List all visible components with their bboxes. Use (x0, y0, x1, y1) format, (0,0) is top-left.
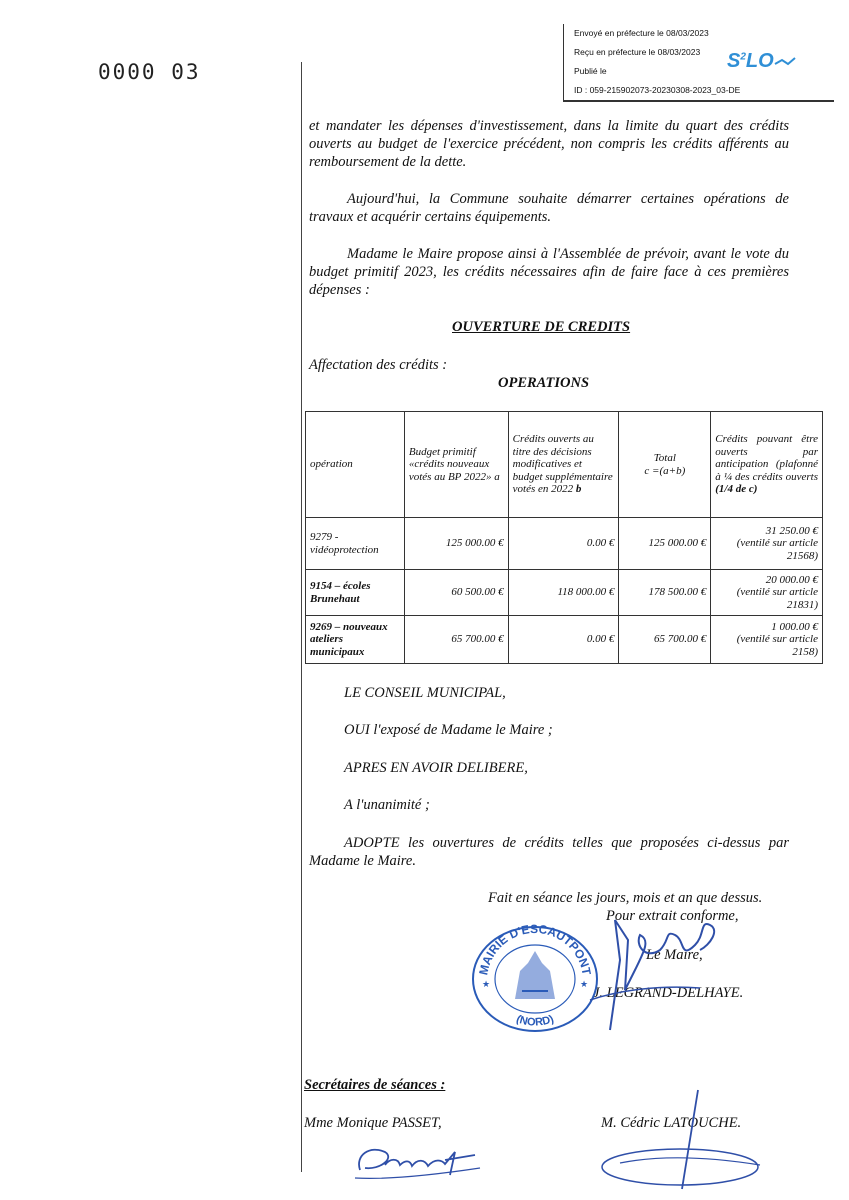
anticipation-amount: 1 000.00 € (771, 620, 818, 633)
section-title: OUVERTURE DE CREDITS (452, 319, 631, 335)
cell-anticipation (711, 518, 823, 570)
header-operation: opération (306, 412, 405, 518)
paragraph-credits-limit: et mandater les dépenses d'investissement, dans la limite du quart des crédits ouverts au budget de l'exercice précédent, non compris les crédits afférents au remboursement de la dette. (309, 118, 789, 170)
cell-anticipation (711, 570, 823, 616)
mayor-signature (580, 900, 730, 1040)
cell-budget: 65 700.00 € (404, 616, 508, 664)
cell-operation: 9269 – nouveaux ateliers municipaux (306, 616, 405, 664)
header-total (619, 412, 711, 518)
anticipation-amount: 20 000.00 € (765, 573, 818, 586)
affectation-label: Affectation des crédits : (309, 357, 448, 373)
cell-total: 65 700.00 € (619, 616, 711, 664)
margin-line (301, 62, 302, 1172)
cell-credits: 118 000.00 € (508, 570, 619, 616)
page-number: 0000 03 (98, 60, 201, 84)
header-total-formula: c =(a+b) (644, 464, 686, 477)
adopt-paragraph: ADOPTE les ouvertures de crédits telles que proposées ci-dessus par Madame le Maire. (309, 835, 789, 869)
extract-line: Pour extrait conforme, (606, 908, 739, 924)
cell-operation: 9279 - vidéoprotection (306, 518, 405, 570)
table-row (306, 518, 823, 570)
council-heading: LE CONSEIL MUNICIPAL, (344, 685, 506, 701)
cell-budget: 60 500.00 € (404, 570, 508, 616)
header-anticipation-text: Crédits pouvant être ouverts par anticipation (plafonné à ¼ des crédits ouverts (715, 433, 818, 483)
mayor-title: Le Maire, (646, 947, 703, 963)
stamp-sent: Envoyé en préfecture le 08/03/2023 (574, 28, 709, 38)
anticipation-note: (ventilé sur article 21568) (736, 537, 818, 562)
header-credits-text: Crédits ouverts au titre des décisions modificatives et budget supplémentaire votés en 2022 (512, 433, 613, 496)
unanimity-line: A l'unanimité ; (344, 797, 430, 813)
anticipation-note: (ventilé sur article 21831) (736, 586, 818, 611)
slo-logo: $S^2LO$ (727, 50, 796, 73)
svg-text:★: ★ (580, 979, 589, 989)
anticipation-amount: 31 250.00 € (765, 524, 818, 537)
table-row (306, 570, 823, 616)
cell-credits: 0.00 € (508, 518, 619, 570)
table-row (306, 616, 823, 664)
stamp-published: Publié le (574, 66, 607, 76)
operations-title: OPERATIONS (498, 375, 590, 391)
secretary-second: M. Cédric LATOUCHE. (601, 1115, 742, 1131)
header-anticipation-c: (1/4 de c) (715, 483, 758, 496)
anticipation-note: (ventilé sur article 2158) (736, 633, 818, 658)
secretary-first: Mme Monique PASSET, (304, 1115, 442, 1131)
paragraph-today: Aujourd'hui, la Commune souhaite démarrer certaines opérations de travaux et acquérir certains équipements. (309, 191, 789, 225)
operations-table (305, 411, 823, 664)
table-header-row (306, 412, 823, 518)
mayor-name: J. LEGRAND-DELHAYE. (593, 985, 744, 1001)
secretaries-title: Secrétaires de séances : (304, 1077, 446, 1093)
cell-budget: 125 000.00 € (404, 518, 508, 570)
cell-total: 178 500.00 € (619, 570, 711, 616)
svg-text:(NORD): (NORD) (514, 1013, 556, 1029)
cell-anticipation (711, 616, 823, 664)
stamp-id: ID : 059-215902073-20230308-2023_03-DE (574, 85, 741, 95)
heard-line: OUI l'exposé de Madame le Maire ; (344, 722, 553, 738)
svg-text:★: ★ (482, 979, 491, 989)
prefecture-stamp (563, 24, 834, 102)
done-line: Fait en séance les jours, mois et an que dessus. (488, 890, 763, 906)
paragraph-proposal: Madame le Maire propose ainsi à l'Assemblée de prévoir, avant le vote du budget primitif 2023, les crédits nécessaires afin de faire face à ces premières dépenses : (309, 246, 789, 298)
header-credits (508, 412, 619, 518)
svg-text:MAIRIE D'ESCAUTPONT: MAIRIE D'ESCAUTPONT (476, 921, 594, 977)
cell-operation: 9154 – écoles Brunehaut (306, 570, 405, 616)
cell-credits: 0.00 € (508, 616, 619, 664)
second-secretary-signature (600, 1085, 770, 1195)
cell-total: 125 000.00 € (619, 518, 711, 570)
deliberated-line: APRES EN AVOIR DELIBERE, (344, 760, 528, 776)
first-secretary-signature (350, 1130, 490, 1185)
header-total-label: Total (653, 452, 676, 464)
header-anticipation (711, 412, 823, 518)
header-credits-b: b (575, 483, 582, 496)
header-budget: Budget primitif «crédits nouveaux votés au BP 2022» a (404, 412, 508, 518)
stamp-received: Reçu en préfecture le 08/03/2023 (574, 47, 701, 57)
